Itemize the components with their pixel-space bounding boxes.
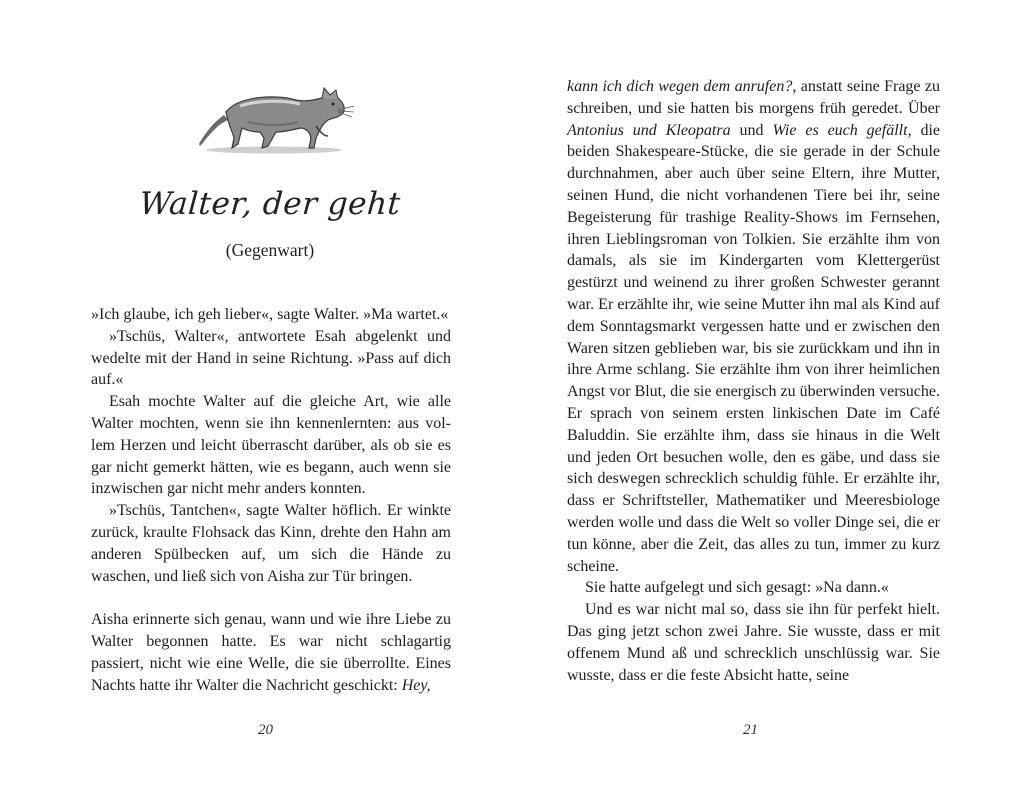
- paragraph-text: und: [730, 121, 773, 139]
- paragraph: »Ich glaube, ich geh lieber«, sagte Walter. »Ma wartet.«: [91, 306, 449, 323]
- page-number: 20: [258, 722, 273, 738]
- paragraph: [91, 609, 451, 696]
- page-number: 21: [743, 722, 758, 738]
- paragraph: [567, 76, 940, 577]
- italic-text: Wie es euch gefällt: [772, 121, 908, 139]
- right-page: [510, 0, 1020, 793]
- italic-text: Antonius und Kleopatra: [567, 121, 731, 139]
- paragraph-text: Aisha erinnerte sich genau, wann und wie ihre Liebe zu Walter begonnen hatte. Es war nicht schlagartig passiert, nicht wie eine Welle, die sie überrollte. Eines Nachts hatte ihr Walter die Nachricht geschickt:: [91, 611, 451, 694]
- right-body-text: [567, 76, 940, 686]
- chapter-title: Walter, der geht: [138, 186, 402, 222]
- italic-text: Hey,: [401, 676, 431, 694]
- cat-illustration: [188, 82, 356, 156]
- paragraph-text: , anstatt seine Frage zu schreiben, und sie hatten bis morgens früh geredet. Über: [567, 78, 941, 117]
- paragraph: Esah mochte Walter auf die gleiche Art, wie alle Walter mochten, wenn sie ihn kennenlernten: aus vollem Herzen und leicht überrascht darüber, als ob sie es gar nicht gemerkt hätten, wie es begann, auch wenn sie inzwischen gar nicht mehr anders konnten.: [91, 393, 451, 498]
- paragraph: »Tschüs, Tantchen«, sagte Walter höflich. Er winkte zurück, kraulte Flohsack das Kinn, drehte den Hahn am anderen Spülbecken auf, um sich die Hände zu waschen, und ließ sich von Aisha zur Tür bringen.: [91, 502, 451, 585]
- paragraph: Und es war nicht mal so, dass sie ihn für perfekt hielt. Das ging jetzt schon zwei Jahre. Sie wusste, dass er mit offenem Mund aß und schrecklich unschlüssig war. Sie wusste, dass er die feste Absicht hatte, seine: [567, 601, 940, 684]
- paragraph: Sie hatte aufgelegt und sich gesagt: »Na dann.«: [585, 579, 889, 597]
- paragraph: »Tschüs, Walter«, antwortete Esah abgelenkt und wedelte mit der Hand in seine Richtung. »Pass auf dich auf.«: [91, 327, 451, 389]
- paragraph-text: , die beiden Shakespeare-Stücke, die sie gerade in der Schule durchnahmen, aber auch über seine Eltern, ihre Mutter, seinen Hund, die nicht vorhandenen Tiere bei ihr, seine Begeisterung für trashige Reality-Shows im Fernsehen, ihren Lieblingsroman von Tolkien. Sie erzählte ihm von damals, als sie im Kindergarten vom Klettergerüst gestürzt und weinend zu ihrer großen Schwester gerannt war. Er erzählte ihr, wie seine Mutter ihn mal als Kind auf dem Sonntagsmarkt vergessen hatte und er zwischen den Waren sitzen geblieben war, bis sie zurückkam und ihn in ihre Arme schlang. Sie erzählte ihm von ihrer heimlichen Angst vor Blut, die sie energisch zu überwinden versuche. Er sprach von seinem ersten linkischen Date im Café Baluddin. Sie erzählte ihm, dass sie hinaus in die Welt und jeden Ort besuchen wolle, den es gäbe, und dass sie sich deswegen schrecklich schuldig fühle. Er erzählte ihr, dass er Schriftsteller, Mathematiker und Meeresbiologe werden wolle und dass die Welt so voller Dinge sei, die er tun könne, aber die Zeit, das alles zu tun, immer zu kurz scheine.: [567, 121, 941, 575]
- italic-text: kann ich dich wegen dem anrufen?: [567, 78, 793, 95]
- left-body-text: [91, 304, 451, 696]
- chapter-subtitle: (Gegenwart): [225, 240, 315, 260]
